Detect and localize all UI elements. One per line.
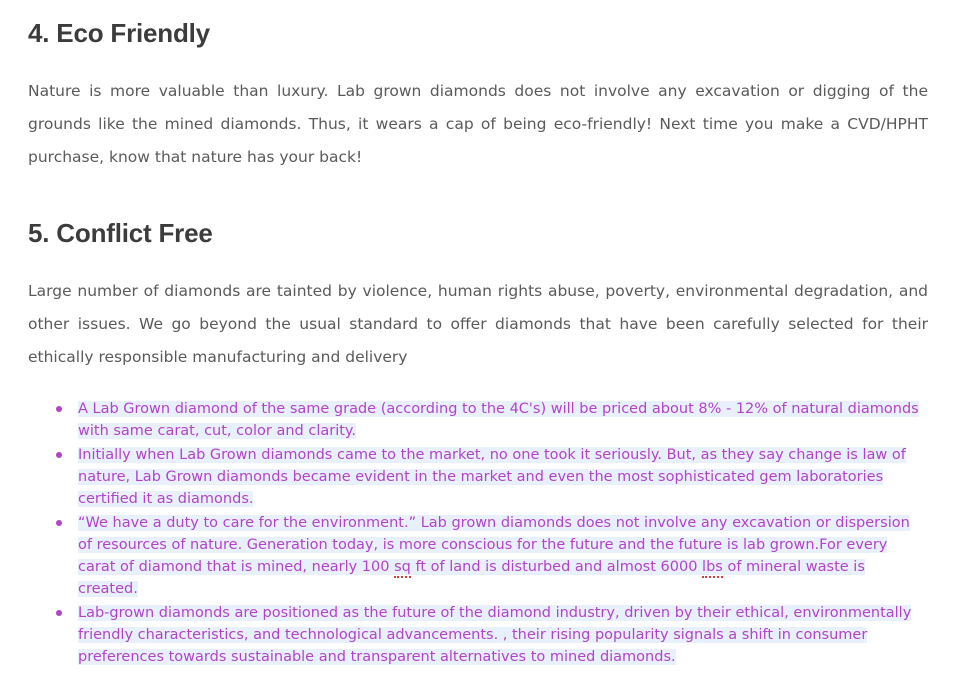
list-item bbox=[50, 512, 928, 600]
list-item bbox=[50, 602, 928, 668]
list-item-text: Initially when Lab Grown diamonds came to the market, no one took it seriously. But, as they say change is law of nature, Lab Grown diamonds became evident in the market and even the most sophisticated gem laboratories certified it as diamonds. bbox=[78, 447, 906, 507]
list-item-text: “We have a duty to care for the environment.” Lab grown diamonds does not involve any excavation or dispersion of resources of nature. Generation today, is more conscious for the future and the future is lab grown.For every carat of diamond that is mined, nearly 100 sq ft of land is disturbed and almost 6000 lbs of mineral waste is created. bbox=[78, 515, 910, 597]
paragraph-eco-friendly: Nature is more valuable than luxury. Lab grown diamonds does not involve any excavation or digging of the grounds like the mined diamonds. Thus, it wears a cap of being eco-friendly! Next time you make a CVD/HPHT purchase, know that nature has your back! bbox=[28, 82, 928, 166]
section-heading-conflict-free: 5. Conflict Free bbox=[28, 218, 213, 248]
list-item bbox=[50, 444, 928, 510]
paragraph-conflict-free: Large number of diamonds are tainted by violence, human rights abuse, poverty, environmental degradation, and other issues. We go beyond the usual standard to offer diamonds that have been carefully selected for their ethically responsible manufacturing and delivery bbox=[28, 282, 928, 366]
spellcheck-word: sq bbox=[394, 559, 411, 578]
highlighted-bullet-list bbox=[28, 398, 928, 668]
spellcheck-word: lbs bbox=[702, 559, 723, 578]
page-title: 4. Eco Friendly bbox=[28, 18, 210, 48]
list-item-text: Lab-grown diamonds are positioned as the future of the diamond industry, driven by their ethical, environmentally friendly characteristics, and technological advancements. , their rising popularity signals a shift in consumer preferences towards sustainable and transparent alternatives to mined diamonds. bbox=[78, 605, 912, 665]
list-item bbox=[50, 398, 928, 442]
list-item-text: A Lab Grown diamond of the same grade (according to the 4C's) will be priced about 8% - 12% of natural diamonds with same carat, cut, color and clarity. bbox=[78, 401, 919, 439]
